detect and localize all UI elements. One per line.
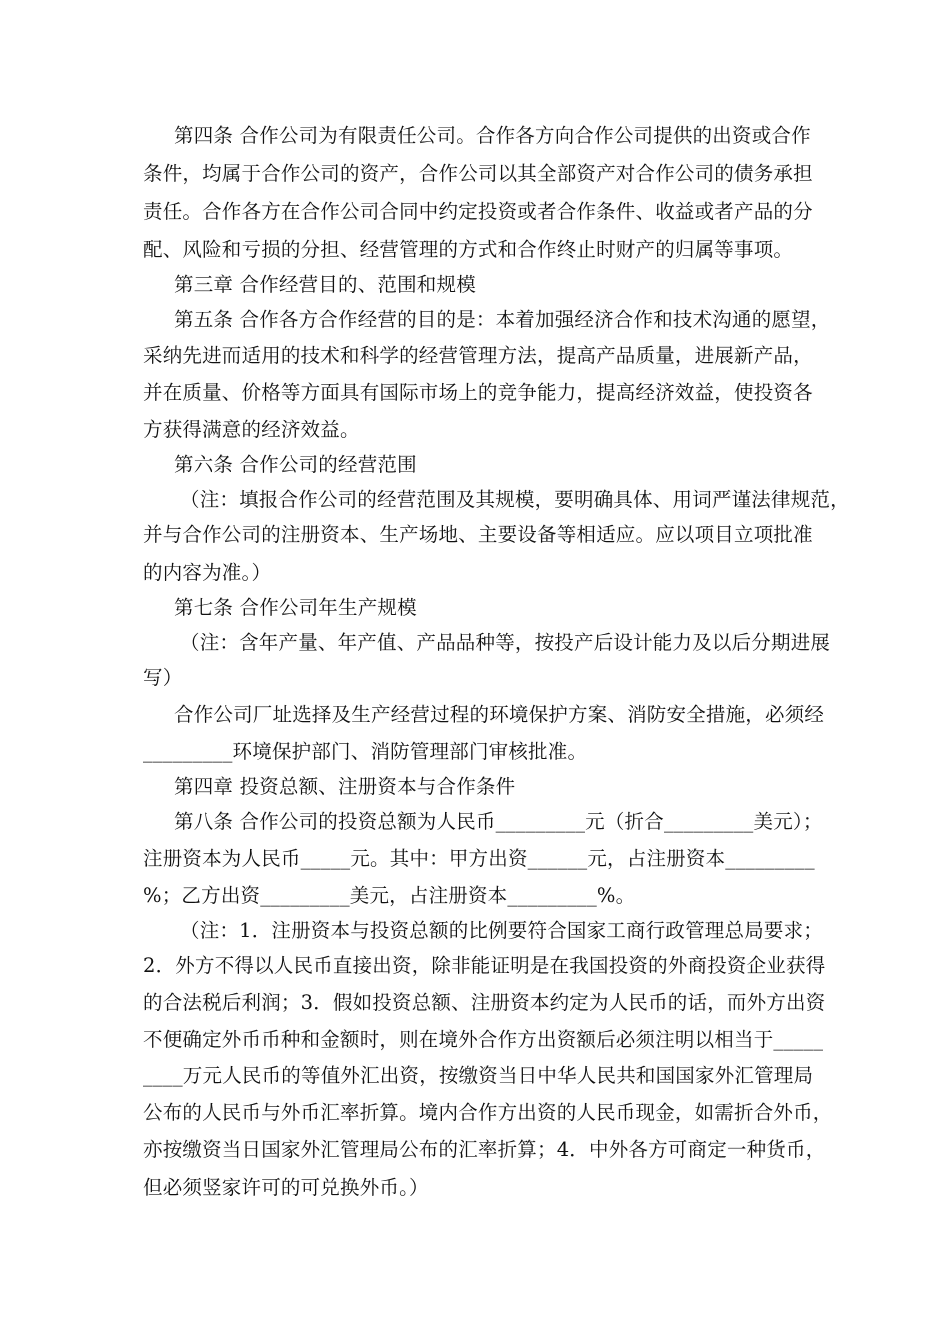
article-8-note-line-8: 但必须竖家许可的可兑换外币。） xyxy=(143,1176,429,1199)
article-6-note-line-2: 并与合作公司的注册资本、生产场地、主要设备等相适应。应以项目立项批准 xyxy=(143,523,813,546)
environment-line-2: _________环境保护部门、消防管理部门审核批准。 xyxy=(143,740,588,763)
chapter-3-heading: 第三章 合作经营目的、范围和规模 xyxy=(174,273,476,296)
article-4-line-2: 条件，均属于合作公司的资产，合作公司以其全部资产对合作公司的债务承担 xyxy=(143,162,813,185)
article-5-line-4: 方获得满意的经济效益。 xyxy=(143,418,360,441)
article-8-note-line-1: （注：1．注册资本与投资总额的比例要符合国家工商行政管理总局要求； xyxy=(180,919,824,942)
article-4-line-1: 第四条 合作公司为有限责任公司。合作各方向合作公司提供的出资或合作 xyxy=(174,124,811,147)
article-8-line-2: 注册资本为人民币_____元。其中：甲方出资______元，占注册资本_________ xyxy=(143,847,815,870)
article-8-note-line-7: 亦按缴资当日国家外汇管理局公布的汇率折算；4．中外各方可商定一种货币， xyxy=(143,1138,826,1161)
article-5-line-2: 采纳先进而适用的技术和科学的经营管理方法，提高产品质量，进展新产品， xyxy=(143,344,813,367)
article-8-line-1: 第八条 合作公司的投资总额为人民币_________元（折合_________美元）； xyxy=(174,810,823,833)
article-7-note-line-1: （注：含年产量、年产值、产品品种等，按投产后设计能力及以后分期进展 xyxy=(180,631,831,654)
article-8-note-line-5: ____万元人民币的等值外汇出资，按缴资当日中华人民共和国国家外汇管理局 xyxy=(143,1064,814,1087)
article-8-line-3: %；乙方出资_________美元，占注册资本_________%。 xyxy=(143,884,636,907)
chapter-4-heading: 第四章 投资总额、注册资本与合作条件 xyxy=(174,775,516,798)
article-8-note-line-6: 公布的人民币与外币汇率折算。境内合作方出资的人民币现金，如需折合外币， xyxy=(143,1101,833,1124)
article-5-line-3: 并在质量、价格等方面具有国际市场上的竞争能力，提高经济效益，使投资各 xyxy=(143,381,813,404)
article-5-line-1: 第五条 合作各方合作经营的目的是：本着加强经济合作和技术沟通的愿望， xyxy=(174,308,831,331)
article-4-line-4: 配、风险和亏损的分担、经营管理的方式和合作终止时财产的归属等事项。 xyxy=(143,238,794,261)
article-6-note-line-1: （注：填报合作公司的经营范围及其规模，要明确具体、用词严谨法律规范， xyxy=(180,488,850,511)
article-8-note-line-2: 2．外方不得以人民币直接出资，除非能证明是在我国投资的外商投资企业获得 xyxy=(143,954,826,977)
article-7-note-line-2: 写） xyxy=(143,666,183,689)
article-6-heading: 第六条 合作公司的经营范围 xyxy=(174,453,417,476)
environment-line-1: 合作公司厂址选择及生产经营过程的环境保护方案、消防安全措施，必须经 xyxy=(174,703,825,726)
article-4-line-3: 责任。合作各方在合作公司合同中约定投资或者合作条件、收益或者产品的分 xyxy=(143,200,813,223)
article-6-note-line-3: 的内容为准。） xyxy=(143,561,272,584)
article-7-heading: 第七条 合作公司年生产规模 xyxy=(174,596,417,619)
article-8-note-line-3: 的合法税后利润；3．假如投资总额、注册资本约定为人民币的话，而外方出资 xyxy=(143,991,826,1014)
article-8-note-line-4: 不便确定外币币种和金额时，则在境外合作方出资额后必须注明以相当于_____ xyxy=(143,1028,824,1051)
